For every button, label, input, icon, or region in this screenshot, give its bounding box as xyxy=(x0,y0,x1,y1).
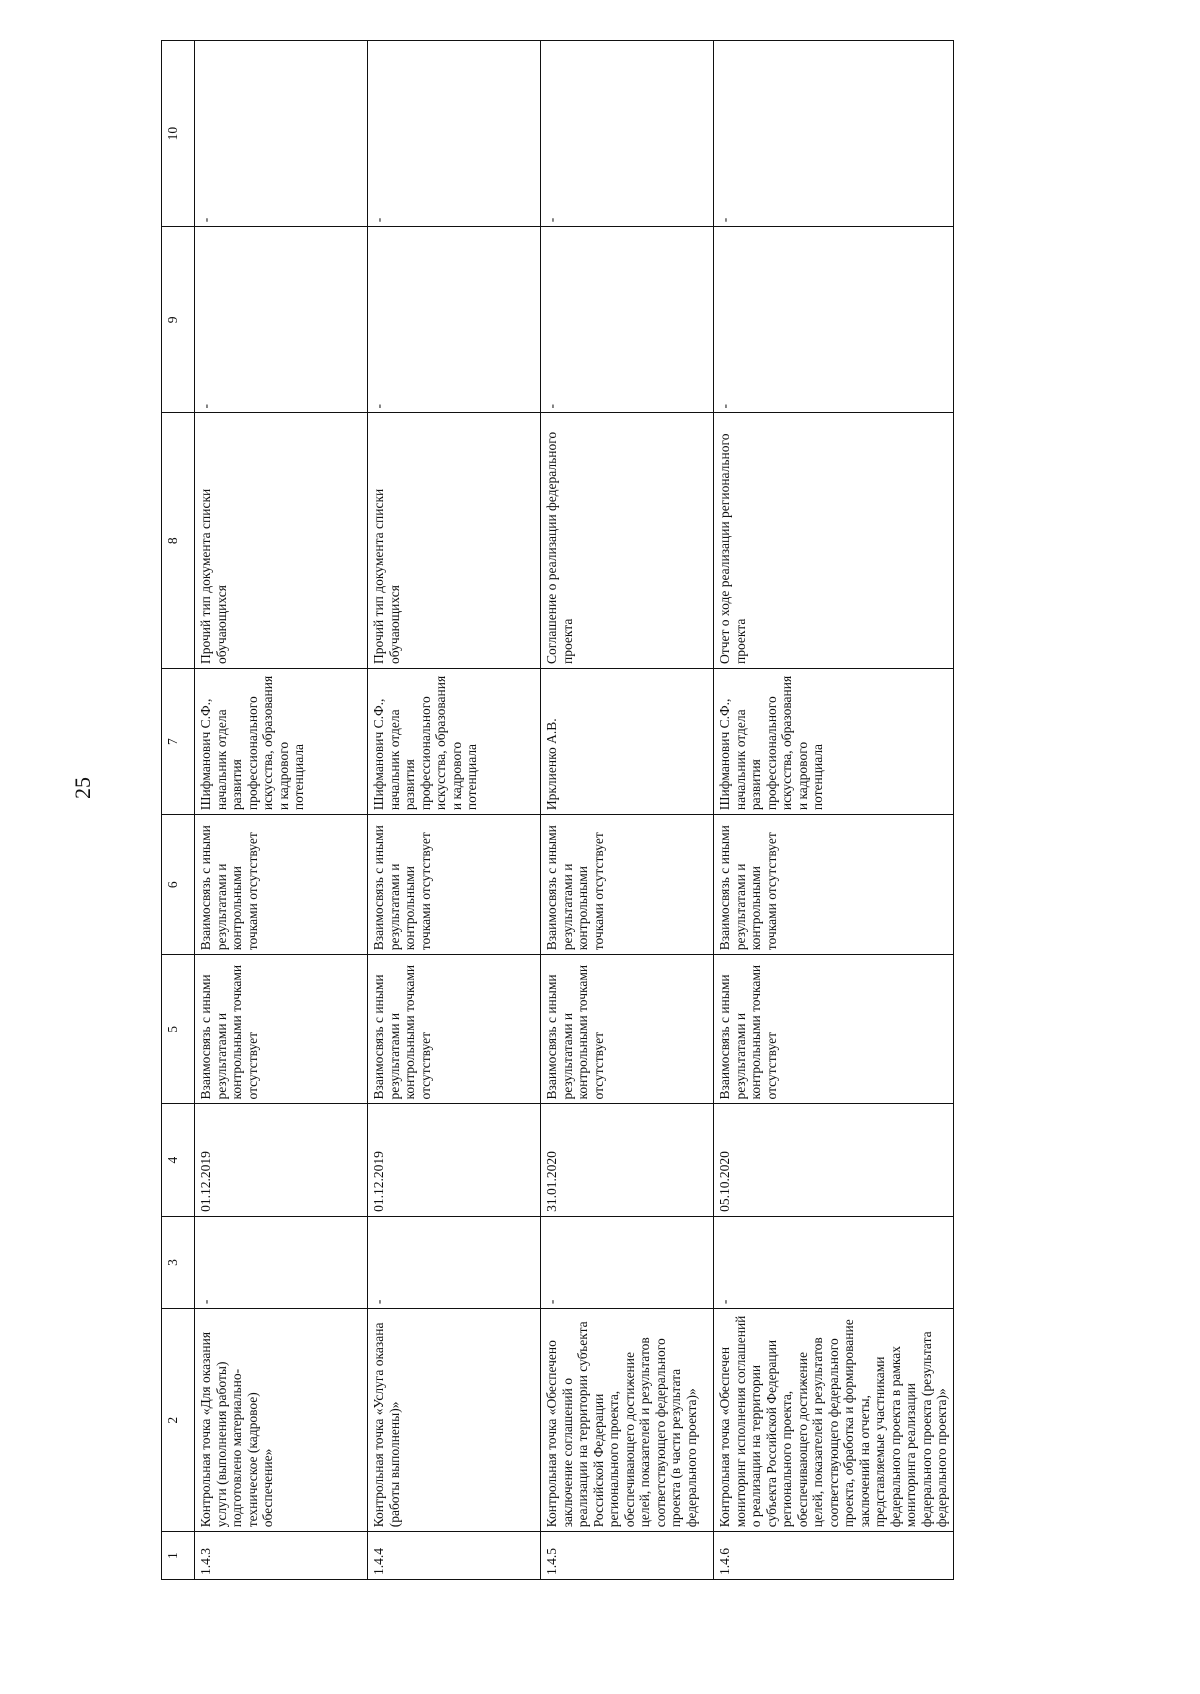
page-number: 25 xyxy=(70,777,95,799)
row-number-cell: 1.4.6 xyxy=(714,1532,954,1580)
table-cell: - xyxy=(714,227,954,413)
header-cell-5: 5 xyxy=(162,955,195,1104)
relation-cell: Взаимосвязь с иными результатами и контрольными точками отсутствует xyxy=(541,955,714,1104)
date-cell: 05.10.2020 xyxy=(714,1104,954,1216)
header-cell-10: 10 xyxy=(162,41,195,227)
relation-cell: Взаимосвязь с иными результатами и контрольными точками отсутствует xyxy=(195,815,368,955)
control-point-name-cell: Контрольная точка «Обеспечено заключение соглашений о реализации на территории субъекта Российской Федерации регионального проекта, обеспечивающего достижение целей, показателей и результатов соответствующего федерального проекта (в части результата федерального проекта)» xyxy=(541,1309,714,1532)
document-type-cell: Прочий тип документа списки обучающихся xyxy=(195,413,368,668)
control-point-name-cell: Контрольная точка «Для оказания услуги (выполнения работы) подготовлено материально-техническое (кадровое) обеспечение» xyxy=(195,1309,368,1532)
header-cell-9: 9 xyxy=(162,227,195,413)
table-cell: - xyxy=(541,1216,714,1308)
row-number-cell: 1.4.4 xyxy=(368,1532,541,1580)
header-cell-2: 2 xyxy=(162,1309,195,1532)
header-cell-6: 6 xyxy=(162,815,195,955)
table-header-row xyxy=(162,41,195,1580)
responsible-cell: Шифманович С.Ф., начальник отдела развития профессионального искусства, образования и кадрового потенциала xyxy=(195,668,368,814)
relation-cell: Взаимосвязь с иными результатами и контрольными точками отсутствует xyxy=(368,815,541,955)
date-cell: 01.12.2019 xyxy=(195,1104,368,1216)
control-point-name-cell: Контрольная точка «Услуга оказана (работы выполнены)» xyxy=(368,1309,541,1532)
control-points-table xyxy=(161,40,954,1580)
relation-cell: Взаимосвязь с иными результатами и контрольными точками отсутствует xyxy=(368,955,541,1104)
date-cell: 01.12.2019 xyxy=(368,1104,541,1216)
table-row xyxy=(195,41,368,1580)
table-cell: - xyxy=(195,41,368,227)
header-cell-4: 4 xyxy=(162,1104,195,1216)
table-cell: - xyxy=(368,227,541,413)
relation-cell: Взаимосвязь с иными результатами и контрольными точками отсутствует xyxy=(714,815,954,955)
responsible-cell: Шифманович С.Ф., начальник отдела развития профессионального искусства, образования и кадрового потенциала xyxy=(368,668,541,814)
relation-cell: Взаимосвязь с иными результатами и контрольными точками отсутствует xyxy=(195,955,368,1104)
row-number-cell: 1.4.5 xyxy=(541,1532,714,1580)
header-cell-3: 3 xyxy=(162,1216,195,1308)
table-cell: - xyxy=(195,227,368,413)
table-cell: - xyxy=(368,1216,541,1308)
control-point-name-cell: Контрольная точка «Обеспечен мониторинг исполнения соглашений о реализации на территории субъекта Российской Федерации регионального проекта, обеспечивающего достижение целей, показателей и результатов соответствующего федерального проекта, обработка и формирование заключений на отчеты, представляемые участниками федерального проекта в рамках мониторинга реализации федерального проекта (результата федерального проекта)» xyxy=(714,1309,954,1532)
table-cell: - xyxy=(714,41,954,227)
document-type-cell: Отчет о ходе реализации регионального проекта xyxy=(714,413,954,668)
header-cell-7: 7 xyxy=(162,668,195,814)
table-cell: - xyxy=(368,41,541,227)
document-type-cell: Соглашение о реализации федерального проекта xyxy=(541,413,714,668)
table-row xyxy=(541,41,714,1580)
table-cell: - xyxy=(541,41,714,227)
rotated-table-container xyxy=(161,40,950,1580)
date-cell: 31.01.2020 xyxy=(541,1104,714,1216)
relation-cell: Взаимосвязь с иными результатами и контрольными точками отсутствует xyxy=(541,815,714,955)
header-cell-1: 1 xyxy=(162,1532,195,1580)
responsible-cell: Шифманович С.Ф., начальник отдела развития профессионального искусства, образования и кадрового потенциала xyxy=(714,668,954,814)
table-cell: - xyxy=(714,1216,954,1308)
table-row xyxy=(714,41,954,1580)
responsible-cell: Ирклиенко А.В. xyxy=(541,668,714,814)
table-cell: - xyxy=(195,1216,368,1308)
header-cell-8: 8 xyxy=(162,413,195,668)
relation-cell: Взаимосвязь с иными результатами и контрольными точками отсутствует xyxy=(714,955,954,1104)
table-cell: - xyxy=(541,227,714,413)
table-row xyxy=(368,41,541,1580)
row-number-cell: 1.4.3 xyxy=(195,1532,368,1580)
document-type-cell: Прочий тип документа списки обучающихся xyxy=(368,413,541,668)
